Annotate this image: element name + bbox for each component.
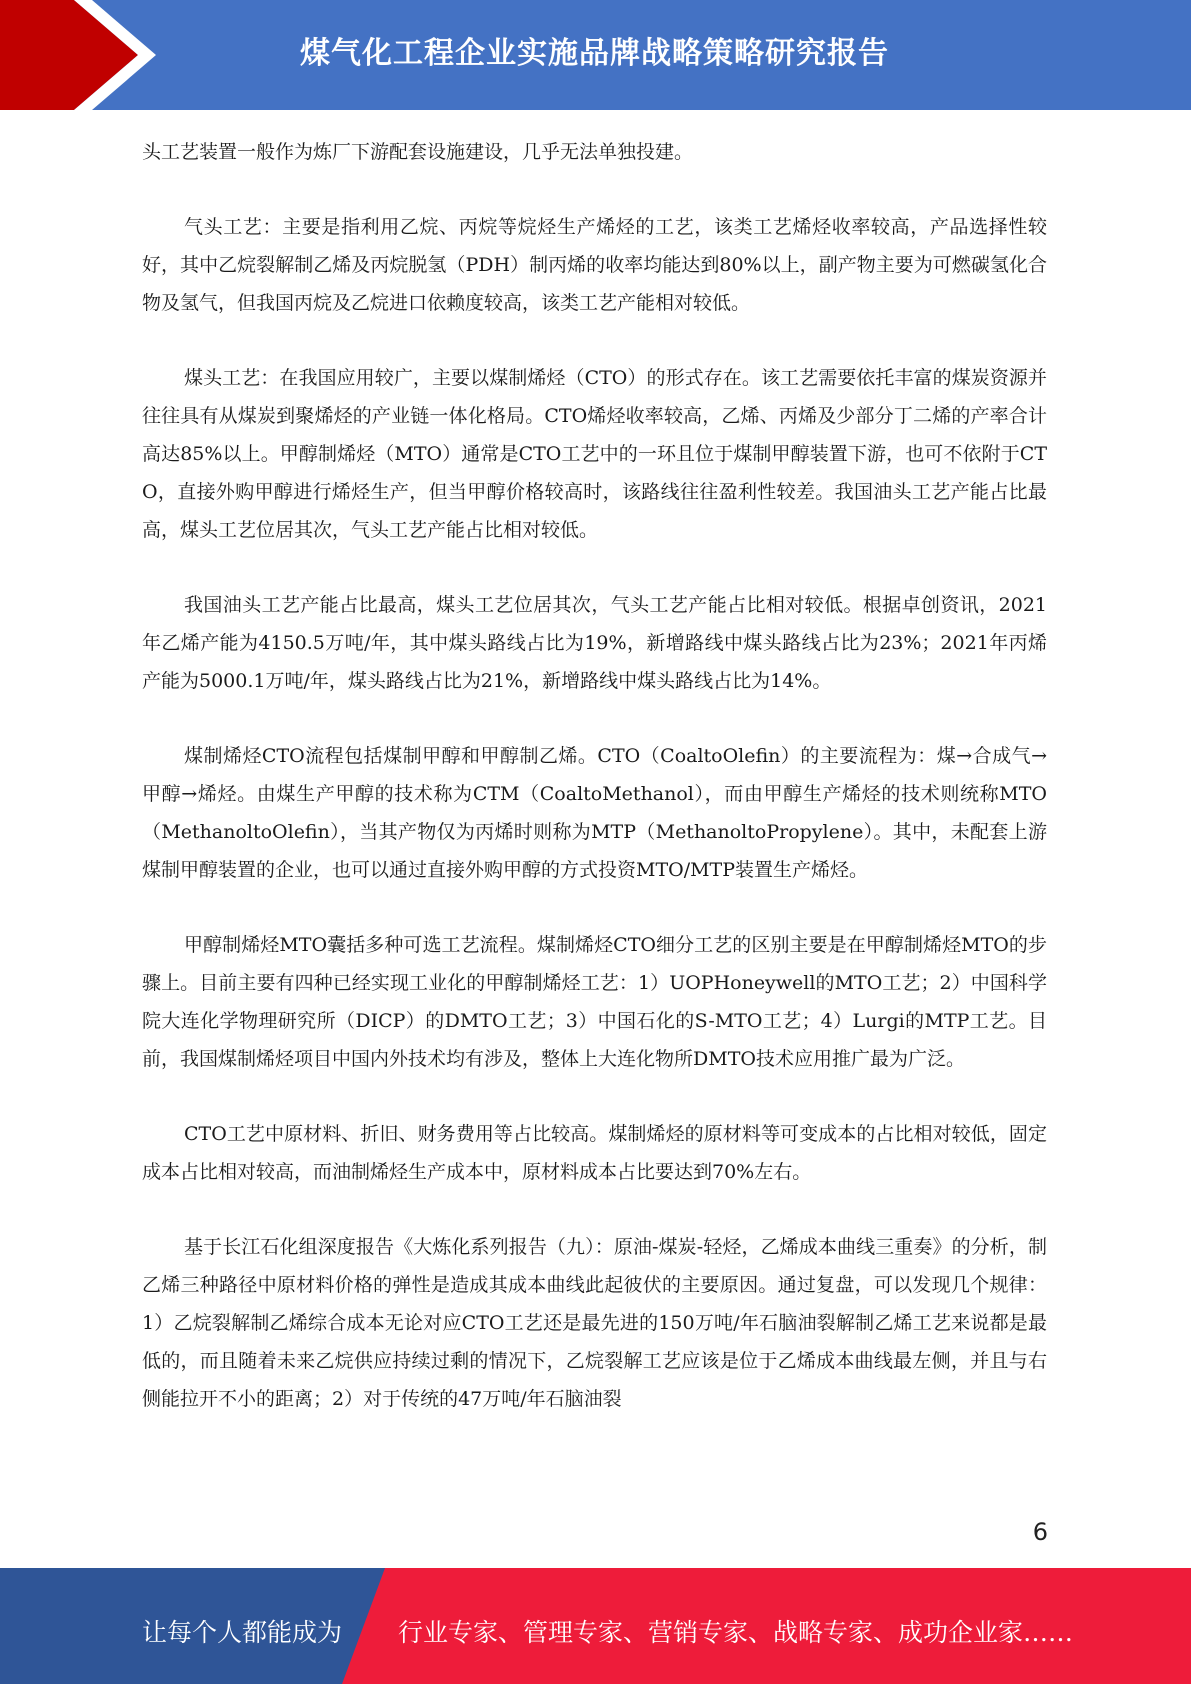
paragraph: 甲醇制烯烃MTO囊括多种可选工艺流程。煤制烯烃CTO细分工艺的区别主要是在甲醇制烯烃MTO的步骤上。目前主要有四种已经实现工业化的甲醇制烯烃工艺：1）UOPHoneywell的MTO工艺；2）中国科学院大连化学物理研究所（DICP）的DMTO工艺；3）中国石化的S-MTO工艺；4）Lurgi的MTP工艺。目前，我国煤制烯烃项目中国内外技术均有涉及，整体上大连化物所DMTO技术应用推广最为广泛。 (142, 934, 1047, 1070)
footer-slogan-left: 让每个人都能成为 (142, 1618, 343, 1647)
paragraph: 气头工艺：主要是指利用乙烷、丙烷等烷烃生产烯烃的工艺，该类工艺烯烃收率较高，产品选择性较好，其中乙烷裂解制乙烯及丙烷脱氢（PDH）制丙烯的收率均能达到80%以上，副产物主要为可燃碳氢化合物及氢气，但我国丙烷及乙烷进口依赖度较高，该类工艺产能相对较低。 (142, 216, 1047, 314)
paragraph: 煤制烯烃CTO流程包括煤制甲醇和甲醇制乙烯。CTO（CoaltoOlefin）的主要流程为：煤→合成气→甲醇→烯烃。由煤生产甲醇的技术称为CTM（CoaltoMethanol），而由甲醇生产烯烃的技术则统称MTO（MethanoltoOlefin），当其产物仅为丙烯时则称为MTP（MethanoltoPropylene）。其中，未配套上游煤制甲醇装置的企业，也可以通过直接外购甲醇的方式投资MTO/MTP装置生产烯烃。 (142, 745, 1047, 881)
paragraph: CTO工艺中原材料、折旧、财务费用等占比较高。煤制烯烃的原材料等可变成本的占比相对较低，固定成本占比相对较高，而油制烯烃生产成本中，原材料成本占比要达到70%左右。 (142, 1123, 1047, 1183)
paragraph: 基于长江石化组深度报告《大炼化系列报告（九）：原油-煤炭-轻烃，乙烯成本曲线三重奏》的分析，制乙烯三种路径中原材料价格的弹性是造成其成本曲线此起彼伏的主要原因。通过复盘，可以发现几个规律：1）乙烷裂解制乙烯综合成本无论对应CTO工艺还是最先进的150万吨/年石脑油裂解制乙烯工艺来说都是最低的，而且随着未来乙烷供应持续过剩的情况下，乙烷裂解工艺应该是位于乙烯成本曲线最左侧，并且与右侧能拉开不小的距离；2）对于传统的47万吨/年石脑油裂 (142, 1236, 1047, 1410)
footer-slogan-right: 行业专家、管理专家、营销专家、战略专家、成功企业家…… (398, 1618, 1074, 1647)
page-header (0, 0, 1191, 110)
page-footer (0, 1568, 1191, 1684)
paragraph: 头工艺装置一般作为炼厂下游配套设施建设，几乎无法单独投建。 (142, 141, 694, 163)
paragraph: 我国油头工艺产能占比最高，煤头工艺位居其次，气头工艺产能占比相对较低。根据卓创资讯，2021年乙烯产能为4150.5万吨/年，其中煤头路线占比为19%，新增路线中煤头路线占比为23%；2021年丙烯产能为5000.1万吨/年，煤头路线占比为21%，新增路线中煤头路线占比为14%。 (142, 594, 1047, 692)
document-title: 煤气化工程企业实施品牌战略策略研究报告 (300, 36, 889, 71)
paragraph: 煤头工艺：在我国应用较广，主要以煤制烯烃（CTO）的形式存在。该工艺需要依托丰富的煤炭资源并往往具有从煤炭到聚烯烃的产业链一体化格局。CTO烯烃收率较高，乙烯、丙烯及少部分丁二烯的产率合计高达85%以上。甲醇制烯烃（MTO）通常是CTO工艺中的一环且位于煤制甲醇装置下游，也可不依附于CTO，直接外购甲醇进行烯烃生产，但当甲醇价格较高时，该路线往往盈利性较差。我国油头工艺产能占比最高，煤头工艺位居其次，气头工艺产能占比相对较低。 (142, 367, 1047, 541)
page-number: 6 (1032, 1518, 1048, 1546)
body-content (142, 133, 1047, 1455)
